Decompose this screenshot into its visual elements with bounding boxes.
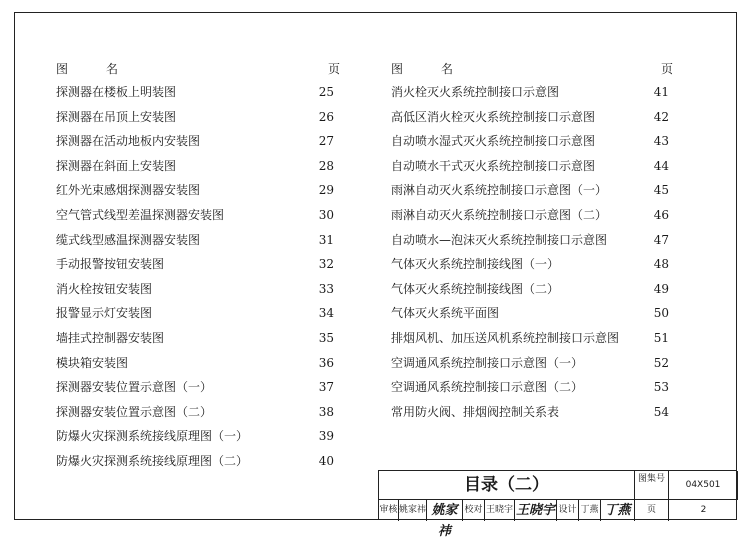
toc-entry-page: 43 [653,134,669,149]
toc-entry-title: 探测器安装位置示意图（一） [56,380,213,395]
toc-entry-title: 防爆火灾探测系统接线原理图（一） [56,429,249,444]
toc-entry-page: 53 [653,380,669,395]
toc-entry [391,154,673,179]
toc-entry-title: 空气管式线型差温探测器安装图 [56,207,225,222]
toc-entry [56,301,340,326]
toc-entry-title: 探测器安装位置示意图（二） [56,404,213,419]
toc-entry [56,80,340,105]
design-label: 设计 [557,500,579,521]
toc-entry [391,80,673,105]
toc-entry-page: 35 [318,330,334,345]
toc-entry-page: 51 [653,330,669,345]
toc-entry-page: 32 [318,257,334,272]
toc-left-column [56,60,340,474]
toc-entry-page: 47 [653,232,669,247]
toc-entry-page: 29 [318,183,334,198]
toc-right-column [391,60,673,424]
page-label: 页 [635,500,669,521]
checker-signature: 王晓宇 [515,500,557,521]
toc-entry-page: 26 [318,109,334,124]
toc-entry-title: 气体灭火系统平面图 [391,306,500,321]
header-page-label: 页 [327,62,340,76]
toc-entry [56,400,340,425]
header-name-label: 名 [441,62,454,76]
toc-entry [56,203,340,228]
checker-name: 王晓宇 [485,500,515,521]
toc-entry-page: 33 [318,281,334,296]
toc-entry-title: 自动喷水湿式灭火系统控制接口示意图 [391,134,596,149]
toc-entry-page: 50 [653,306,669,321]
toc-entry-title: 消火栓按钮安装图 [56,281,153,296]
toc-entry [391,351,673,376]
header-figure-label: 图 [56,62,69,76]
toc-header [56,60,340,80]
toc-entry-title: 气体灭火系统控制接线图（一） [391,257,560,272]
toc-entry-title: 雨淋自动灭火系统控制接口示意图（一） [391,183,608,198]
toc-entry-title: 墙挂式控制器安装图 [56,330,165,345]
header-figure-label: 图 [391,62,404,76]
toc-entry-page: 36 [318,355,334,370]
designer-signature: 丁燕 [601,500,635,521]
toc-entry-page: 37 [318,380,334,395]
toc-entry-title: 消火栓灭火系统控制接口示意图 [391,85,560,99]
atlas-number-label: 图集号 [635,471,669,500]
toc-entry [56,326,340,351]
toc-entry [56,424,340,449]
toc-entry [56,351,340,376]
reviewer-signature: 姚家祎 [427,500,463,521]
toc-entry-page: 25 [318,85,334,99]
toc-entry-page: 34 [318,306,334,321]
toc-entry [391,228,673,253]
toc-entry-title: 空调通风系统控制接口示意图（一） [391,355,584,370]
toc-entry [391,326,673,351]
toc-entry-page: 41 [653,85,669,99]
toc-entry [391,178,673,203]
toc-entry-title: 防爆火灾探测系统接线原理图（二） [56,453,249,468]
toc-entry-title: 常用防火阀、排烟阀控制关系表 [391,404,560,419]
toc-entry-title: 空调通风系统控制接口示意图（二） [391,380,584,395]
toc-entry [391,400,673,425]
toc-entry [391,129,673,154]
toc-entry-page: 48 [653,257,669,272]
page-number: 2 [700,505,707,515]
toc-entry-title: 探测器在活动地板内安装图 [56,134,201,149]
toc-entry-title: 探测器在斜面上安装图 [56,158,177,173]
toc-entry-page: 30 [318,207,334,222]
toc-entry-page: 31 [318,232,334,247]
toc-entry-page: 42 [653,109,669,124]
toc-entry [391,301,673,326]
toc-entry [56,228,340,253]
title-block [378,470,737,539]
reviewer-name: 姚家祎 [399,500,427,521]
toc-entry-page: 44 [653,158,669,173]
toc-entry-page: 39 [318,429,334,444]
toc-entry [391,375,673,400]
toc-entry-page: 52 [653,355,669,370]
toc-entry-title: 自动喷水—泡沫灭火系统控制接口示意图 [391,232,608,247]
toc-entry-page: 40 [318,453,334,468]
toc-entry-title: 红外光束感烟探测器安装图 [56,183,201,198]
toc-entry-page: 27 [318,134,334,149]
toc-entry [56,375,340,400]
toc-entry [56,129,340,154]
toc-header [391,60,673,80]
toc-entry [56,449,340,474]
designer-name: 丁燕 [579,500,601,521]
toc-entry-page: 45 [653,183,669,198]
toc-entry [56,178,340,203]
toc-entry-title: 雨淋自动灭火系统控制接口示意图（二） [391,207,608,222]
toc-entry [391,203,673,228]
toc-entry-title: 报警显示灯安装图 [56,306,153,321]
document-title: 目录（二） [379,471,635,500]
toc-entry-title: 模块箱安装图 [56,355,129,370]
toc-entry-page: 46 [653,207,669,222]
review-label: 审核 [379,500,399,521]
header-page-label: 页 [660,62,673,76]
toc-entry [56,277,340,302]
toc-entry-title: 气体灭火系统控制接线图（二） [391,281,560,296]
toc-entry-title: 探测器在吊顶上安装图 [56,109,177,124]
toc-entry-title: 排烟风机、加压送风机系统控制接口示意图 [391,330,620,345]
toc-entry-title: 高低区消火栓灭火系统控制接口示意图 [391,109,596,124]
toc-entry [391,277,673,302]
toc-entry-title: 缆式线型感温探测器安装图 [56,232,201,247]
toc-entry [391,252,673,277]
toc-entry [56,252,340,277]
toc-entry-page: 54 [653,404,669,419]
atlas-number: 04X501 [669,471,738,500]
toc-entry [56,154,340,179]
toc-entry [56,105,340,130]
check-label: 校对 [463,500,485,521]
toc-entry-title: 手动报警按钮安装图 [56,257,165,272]
toc-entry-title: 自动喷水干式灭火系统控制接口示意图 [391,158,596,173]
toc-entry-title: 探测器在楼板上明装图 [56,85,177,99]
toc-entry-page: 38 [318,404,334,419]
toc-entry-page: 49 [653,281,669,296]
header-name-label: 名 [106,62,119,76]
toc-entry [391,105,673,130]
toc-entry-page: 28 [318,158,334,173]
